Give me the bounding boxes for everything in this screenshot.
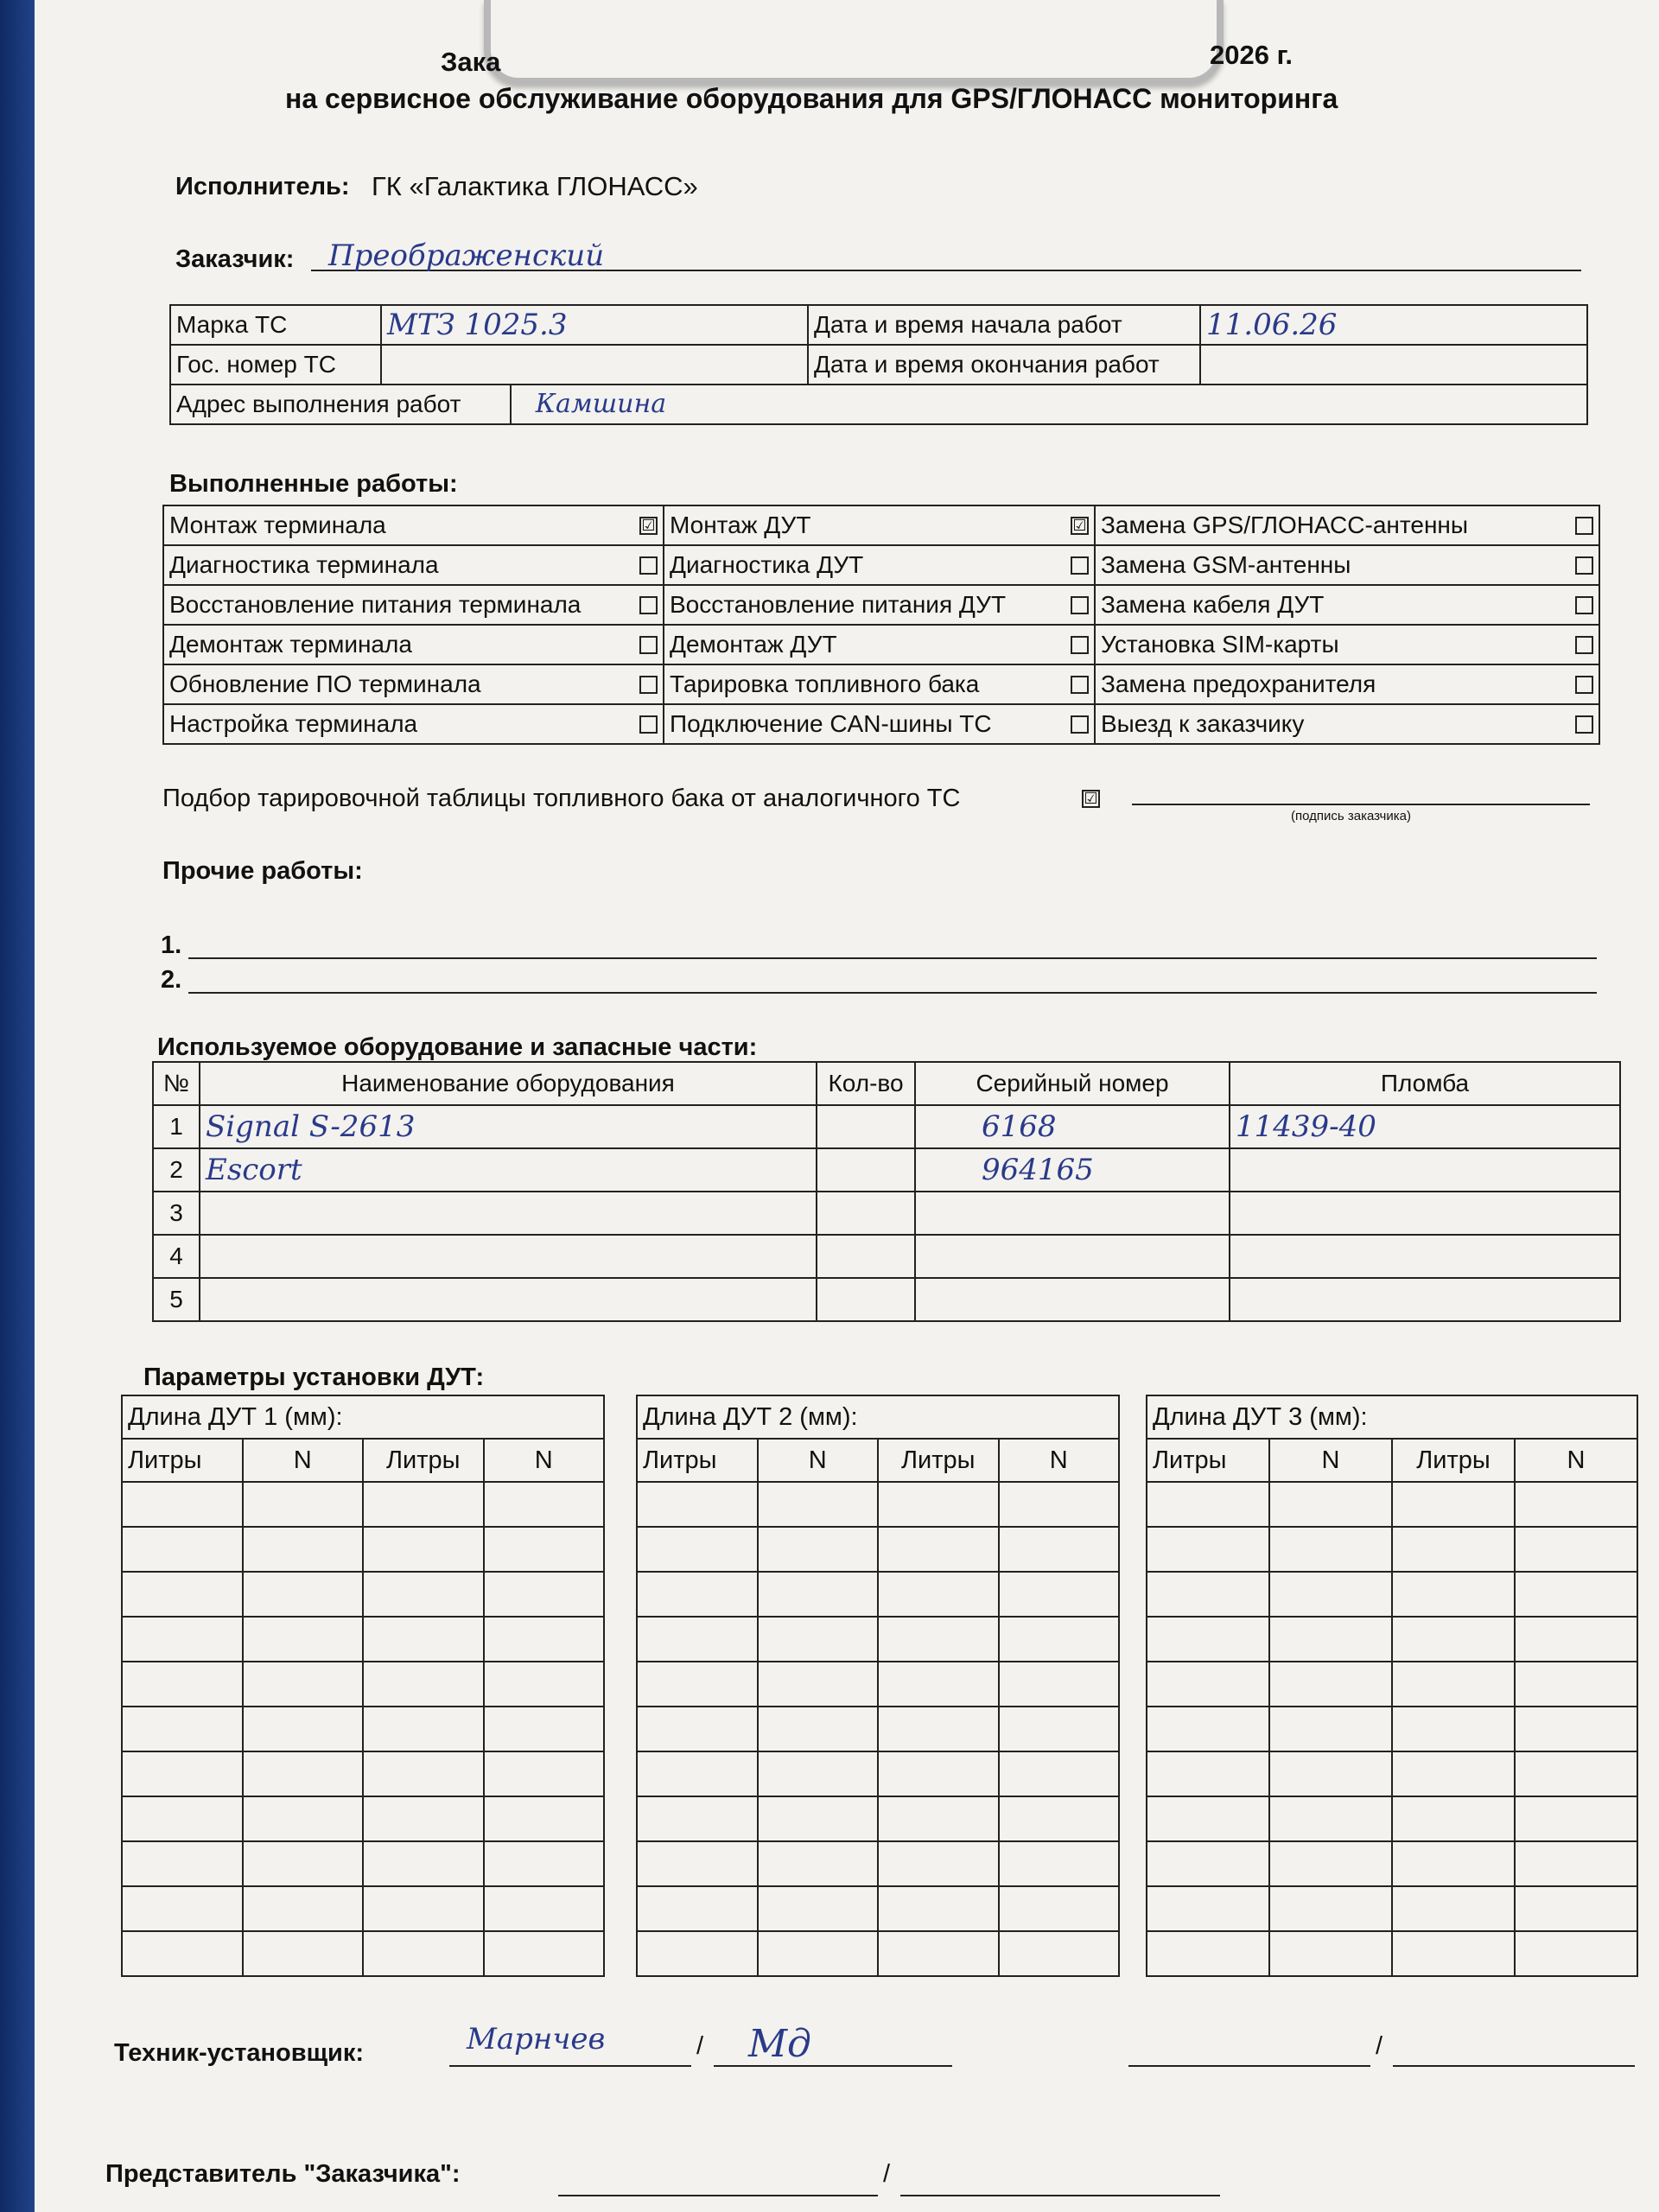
dut-table-3 (1146, 1395, 1638, 1977)
works-title: Выполненные работы: (169, 470, 458, 498)
checkbox[interactable] (1575, 556, 1593, 575)
equipment-table (152, 1061, 1621, 1322)
work-item[interactable]: Замена GSM-антенны (1095, 545, 1599, 585)
technician-signature: Мд (748, 2022, 811, 2066)
end-value[interactable] (1200, 345, 1587, 385)
executor-label: Исполнитель: (175, 173, 350, 200)
clipboard-clip (484, 0, 1224, 85)
dut-3-header-n-b: N (1515, 1439, 1637, 1482)
checkbox[interactable] (1071, 596, 1089, 614)
checkbox[interactable] (1575, 676, 1593, 694)
checkbox[interactable] (1071, 676, 1089, 694)
dut-params-title: Параметры установки ДУТ: (143, 1363, 485, 1391)
work-item[interactable]: Замена кабеля ДУТ (1095, 585, 1599, 625)
checkbox[interactable] (1071, 715, 1089, 734)
other-work-line-2[interactable] (188, 964, 1597, 994)
customer-label: Заказчик: (175, 245, 295, 273)
work-item[interactable]: Установка SIM-карты (1095, 625, 1599, 664)
checkbox[interactable] (1575, 596, 1593, 614)
other-work-number-1: 1. (161, 931, 182, 959)
form-subtitle: на сервисное обслуживание оборудования для GPS/ГЛОНАСС мониторинга (285, 83, 1338, 114)
signature-caption: (подпись заказчика) (1291, 809, 1411, 823)
work-item[interactable]: Замена предохранителя (1095, 664, 1599, 704)
dut-3-header-n-a: N (1269, 1439, 1392, 1482)
customer-line[interactable] (311, 238, 1581, 271)
customer-rep-slash: / (883, 2160, 891, 2188)
work-item[interactable]: Монтаж терминала ☑ (163, 505, 664, 545)
technician-name: Марнчев (467, 2022, 606, 2056)
equipment-title: Используемое оборудование и запасные части: (157, 1033, 758, 1061)
work-item[interactable]: Подключение CAN-шины ТС (664, 704, 1095, 744)
table-row: 3 (153, 1192, 1620, 1235)
dut-2-header-n-b: N (999, 1439, 1120, 1482)
technician-name-line[interactable] (449, 2022, 691, 2067)
dut-2-header-liters-b: Литры (878, 1439, 999, 1482)
technician-label: Техник-установщик: (114, 2039, 365, 2067)
address-label: Адрес выполнения работ (171, 385, 512, 423)
executor-value: ГК «Галактика ГЛОНАСС» (372, 171, 698, 201)
dut-3-header-liters-a: Литры (1147, 1439, 1269, 1482)
work-item[interactable]: Тарировка топливного бака (664, 664, 1095, 704)
other-works-title: Прочие работы: (162, 857, 363, 885)
technician-signature-line[interactable] (714, 2022, 952, 2067)
table-row: 1 Signal S-2613 6168 11439-40 (153, 1105, 1620, 1148)
checkbox[interactable]: ☑ (1071, 517, 1089, 535)
calibration-checkbox[interactable]: ☑ (1082, 790, 1100, 808)
vehicle-table (169, 304, 1588, 425)
dut-table-1 (121, 1395, 605, 1977)
work-item[interactable]: Демонтаж ДУТ (664, 625, 1095, 664)
work-item[interactable]: Замена GPS/ГЛОНАСС-антенны (1095, 505, 1599, 545)
address-value[interactable]: Камшина (535, 389, 667, 419)
dut-3-header-liters-b: Литры (1392, 1439, 1515, 1482)
equipment-header-no: № (153, 1062, 200, 1105)
work-item[interactable]: Диагностика ДУТ (664, 545, 1095, 585)
dut-1-header-liters-b: Литры (363, 1439, 484, 1482)
other-work-number-2: 2. (161, 966, 182, 994)
checkbox[interactable]: ☑ (639, 517, 658, 535)
work-item[interactable]: Восстановление питания ДУТ (664, 585, 1095, 625)
work-item[interactable]: Монтаж ДУТ ☑ (664, 505, 1095, 545)
form-title-year: 2026 г. (1210, 40, 1293, 70)
work-item[interactable]: Восстановление питания терминала (163, 585, 664, 625)
table-row: 2 Escort 964165 (153, 1148, 1620, 1192)
equipment-header-name: Наименование оборудования (200, 1062, 817, 1105)
work-item[interactable]: Демонтаж терминала (163, 625, 664, 664)
dut-3-title: Длина ДУТ 3 (мм): (1147, 1395, 1637, 1439)
technician-slash: / (696, 2032, 704, 2060)
equipment-header-serial: Серийный номер (915, 1062, 1230, 1105)
customer-value: Преображенский (328, 238, 605, 273)
second-technician-name-line[interactable] (1128, 2039, 1370, 2067)
plate-label: Гос. номер ТС (170, 345, 381, 385)
works-table (162, 505, 1600, 745)
other-work-line-1[interactable] (188, 930, 1597, 959)
second-technician-signature-line[interactable] (1393, 2039, 1635, 2067)
customer-rep-signature-line[interactable] (900, 2169, 1220, 2196)
dut-2-header-liters-a: Литры (637, 1439, 758, 1482)
checkbox[interactable] (1575, 517, 1593, 535)
checkbox[interactable] (1575, 715, 1593, 734)
checkbox[interactable] (639, 596, 658, 614)
work-item[interactable]: Диагностика терминала (163, 545, 664, 585)
checkbox[interactable] (1071, 636, 1089, 654)
checkbox[interactable] (639, 676, 658, 694)
dut-table-2 (636, 1395, 1120, 1977)
brand-label: Марка ТС (170, 305, 381, 345)
form-title-left: Зака (441, 47, 501, 77)
dut-2-header-n-a: N (758, 1439, 879, 1482)
checkbox[interactable] (639, 556, 658, 575)
checkbox[interactable] (1575, 636, 1593, 654)
equipment-header-qty: Кол-во (817, 1062, 915, 1105)
checkbox[interactable] (639, 715, 658, 734)
work-item[interactable]: Обновление ПО терминала (163, 664, 664, 704)
work-item[interactable]: Выезд к заказчику (1095, 704, 1599, 744)
dut-2-title: Длина ДУТ 2 (мм): (637, 1395, 1119, 1439)
checkbox[interactable] (1071, 556, 1089, 575)
checkbox[interactable] (639, 636, 658, 654)
customer-rep-name-line[interactable] (558, 2169, 878, 2196)
customer-signature-line[interactable] (1132, 778, 1590, 805)
work-item[interactable]: Настройка терминала (163, 704, 664, 744)
equipment-header-seal: Пломба (1230, 1062, 1620, 1105)
plate-value[interactable] (381, 345, 808, 385)
table-row: 4 (153, 1235, 1620, 1278)
dut-1-header-n-a: N (243, 1439, 364, 1482)
end-label: Дата и время окончания работ (808, 345, 1200, 385)
table-row: 5 (153, 1278, 1620, 1321)
dut-1-header-n-b: N (484, 1439, 605, 1482)
dut-1-header-liters-a: Литры (122, 1439, 243, 1482)
calibration-label: Подбор тарировочной таблицы топливного бака от аналогичного ТС (162, 785, 961, 812)
second-technician-slash: / (1376, 2032, 1383, 2060)
start-value[interactable]: 11.06.26 (1200, 305, 1587, 345)
dut-1-title: Длина ДУТ 1 (мм): (122, 1395, 604, 1439)
brand-value[interactable]: МТЗ 1025.3 (381, 305, 808, 345)
start-label: Дата и время начала работ (808, 305, 1200, 345)
customer-rep-label: Представитель "Заказчика": (105, 2160, 461, 2188)
